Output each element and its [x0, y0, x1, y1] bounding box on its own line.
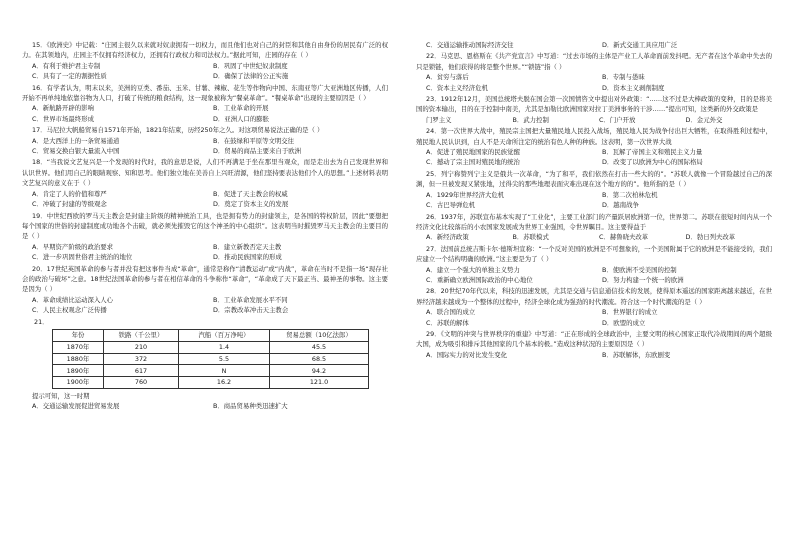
option-d: D．越南战争 [602, 201, 639, 210]
table-header-cell: 铁路（千公里） [104, 329, 179, 341]
table-cell: 760 [104, 377, 179, 389]
table-cell: 1.4 [179, 341, 270, 353]
option-b: B．商品贸易种类迅速扩大 [213, 402, 288, 411]
table-cell: 5.5 [179, 353, 270, 365]
table-cell: 16.2 [179, 377, 270, 389]
option-a: A．是大西洋上的一条贸易通道 [32, 136, 120, 145]
right-column [416, 40, 772, 361]
option-d: D．宗教改革冲击天主教会 [213, 306, 289, 315]
option-a: A．建立一个强大的单独主义势力 [426, 265, 520, 274]
table-header-row [53, 329, 369, 341]
question-stem: 提示可知，这一时期 [32, 391, 90, 400]
option-a: A．联合国的成立 [426, 308, 476, 317]
question-stem: 27．法国前总统吉斯卡尔·德斯坦宣称：“一个反对美国的欧洲是不可想象的，一个美国附属于它的欧洲是不能接受的，我们应建立一个结构明确的欧洲。”这主要是为了（ ） [416, 244, 772, 264]
question-stem: 24．第一次世界大战中，殖民宗主国把大量殖民地人民投入战场，殖民地人民为战争付出巨大牺牲，在取得胜利过程中，殖民地人民认识到，白人不是天命所注定的统治有色人种的种族。这表明，第一次世界大战 [416, 127, 772, 146]
option-a: 门罗主义 [426, 115, 452, 124]
option-d: D．奠定了资本主义的发展 [213, 200, 289, 209]
option-b: B．促进了天主教会的权威 [213, 189, 288, 198]
option-c: C．资本主义经济危机 [426, 83, 488, 92]
option-b: B．世界银行的成立 [602, 308, 658, 317]
option-c: C．苏联的解体 [426, 318, 469, 327]
option-b: B．巩固了中世纪奴隶制度 [213, 61, 288, 70]
table-row [53, 353, 369, 365]
option-b: B．工业革命的开展 [213, 104, 269, 113]
question-21 [22, 317, 388, 412]
option-c: C．具有了一定的割据性质 [32, 72, 107, 81]
question-stem: 16．有学者认为，明末以来，美洲的豆类、番茄、玉米、甘薯、辣椒、花生等作物向中国、东南亚等广大亚洲地区传播，人们开始不再单纯地依靠谷物为人口，打破了传统的粮食结构，这一现象被称为“餐桌革命”。“餐桌革命”出现的主要原因是（ ） [22, 83, 388, 103]
option-b: B．在鼓绿和平原等文明交往 [213, 136, 295, 145]
option-c: C．赫鲁晓夫改革 [599, 233, 649, 242]
option-d: D．金元外交 [685, 115, 723, 124]
option-d: D．贸易的商品主要来自于欧洲 [213, 147, 301, 156]
option-d: D．新式交通工具应用广泛 [602, 41, 678, 49]
question-stem: 18．“当我说文艺复兴是一个发现的时代时，我的意思是说，人们不再满足于坐在那里当观众，而是走出去为自己发现世界和认识世界。他们用自己的眼睛观察、知和思考。他们独立地在美善自上兴旺清源，他们坚持要表达他们个人的思想。”上述材料表明文艺复兴的意义在于（ ） [22, 158, 388, 188]
question-20 [22, 264, 388, 316]
question-25 [416, 169, 772, 211]
option-d: D．亚洲人口的膨胀 [213, 114, 270, 123]
option-c: C．重新确立欧洲国际政治的中心地位 [426, 275, 533, 284]
option-d: D．努力构建一个统一的欧洲 [602, 275, 684, 284]
option-b: B．苏联解体，东欧剧变 [602, 350, 671, 359]
option-a: A．有利于维护君主专制 [32, 61, 101, 70]
question-stem: 20．17世纪英国革命的参与者并没有把这事件当成“革命”，通常是称作“清教运动”或“内战”，革命在当时不是指一场“现存社会的政治与破坏”之意。18世纪法国革命的参与者在相信革命的斗争称作“革命”，“革命成了天下最正当、最神圣的事物。这主要是因为（ ） [22, 264, 388, 294]
option-a: A．早期资产阶级的政治要求 [32, 242, 114, 251]
question-17 [22, 125, 388, 156]
option-c: C．贸易交换白银大量流入中国 [32, 147, 120, 156]
option-b: B．使欧洲不受美国的控制 [602, 265, 677, 274]
question-23 [416, 94, 772, 125]
left-column [22, 40, 388, 413]
option-a: A．国际实力的对比发生变化 [426, 350, 508, 359]
option-a: A．新航路开辟的影响 [32, 104, 94, 113]
option-d: D．欧盟的成立 [602, 318, 646, 327]
question-stem: 28．20世纪70年代以来，科技的迅速发展，尤其是交通与信息通信技术的发展，使得原本遥远的国家距离越来越近，在世界经济越来越成为一个整体的过程中，经济全球化成为强劲的时代潮流。符合这一个时代潮流的是（ ） [416, 287, 772, 306]
option-b: B．武力控制 [512, 115, 549, 124]
option-b: B．工业革命发展水平不同 [213, 295, 288, 304]
table-cell: 121.0 [270, 377, 369, 389]
question-19 [22, 211, 388, 263]
table-cell: 1870年 [53, 341, 104, 353]
table-cell: 94.2 [270, 365, 369, 377]
question-stem: 29．《文明的冲突与世界秩序的重建》中写道：“正在形成的全球政治中，主要文明的核心国家正取代冷战期间的两个超级大国，成为吸引和排斥其他国家的几个基本的极。”造成这种状况的主要原因是（ ） [416, 329, 772, 349]
question-29 [416, 329, 772, 360]
option-a: A．肯定了人的价值和尊严 [32, 189, 107, 198]
question-stem: 22．马克思、恩格斯在《共产党宣言》中写道：“过去市场的主体是产业工人革命面前发抖吧。无产者在这个革命中失去的只是锁链，他们获得的将是整个世界。”“锁链”指（ ） [416, 52, 772, 71]
question-21-continued [416, 40, 772, 50]
option-c: C．门户开放 [599, 115, 636, 124]
option-d: D．改变了以欧洲为中心的国际格局 [602, 158, 703, 167]
question-28 [416, 286, 772, 328]
option-d: D．确保了法律的公正实施 [213, 72, 289, 81]
table-cell: 210 [104, 341, 179, 353]
table-cell: 617 [104, 365, 179, 377]
table-cell: 1880年 [53, 353, 104, 365]
data-table [52, 329, 369, 389]
option-a: A．革命成绩比运动深入人心 [32, 295, 114, 304]
option-b: B．苏联模式 [512, 233, 549, 242]
option-a: A．贫穷与落后 [426, 73, 469, 82]
option-b: B．第二次柏林危机 [602, 190, 658, 199]
question-27 [416, 244, 772, 286]
option-c: C．冲破了封建的等级观念 [32, 200, 107, 209]
option-b: B．建立新教否定天主教 [213, 242, 282, 251]
table-row [53, 365, 369, 377]
table-row [53, 377, 369, 389]
question-stem: 23．1912年12月，美国总统塔夫脱在国会第一次国情咨文中提出对外政策：“……这不过是大棒政策的变种，目的是将美国的资本输出，目的在于控制中南美，尤其是加勒比欧洲国家对拉丁美洲事务的干涉……”提出可知，这类新的外交政策是 [416, 95, 772, 114]
question-26 [416, 212, 772, 243]
option-a: A．促进了殖民地国家的民族觉醒 [426, 148, 520, 157]
question-stem: 26．1937年，苏联宣布基本实现了“工业化”，主要工业部门的产量跃居欧洲第一位，世界第二。苏联在很短时间内从一个经济文化比较落后的小农国家发展成为世界工业强国，令世界瞩目。这主要得益于 [416, 212, 772, 231]
option-c: C．古巴导弹危机 [426, 201, 476, 210]
option-b: B．瓦解了帝国主义和殖民主义力量 [602, 148, 703, 157]
table-cell: 45.5 [270, 341, 369, 353]
question-24 [416, 126, 772, 168]
option-c: C．撼动了宗主国对殖民地的统治 [426, 158, 520, 167]
table-cell: 68.5 [270, 353, 369, 365]
option-b: B．专制与愚昧 [602, 73, 645, 82]
option-a: A．交通运输发展促进贸易发展 [32, 402, 120, 411]
option-a: A．1929年世界经济大危机 [426, 190, 505, 199]
option-d: D．勃日列夫改革 [685, 233, 736, 242]
option-d: D．推动民族国家的形成 [213, 253, 282, 262]
question-stem: 17．马尼拉大帆船贸易自1571年开始，1821年结束，历经250年之久。对这项贸易说法正确的是（ ） [32, 126, 324, 135]
question-stem: 19．中世纪西欧的罗马天主教会是封建主阶级的精神统治工具，也是拥有势力的封建领主，是各国的特权阶层，因此“要想把每个国家的世俗的封建制度成功地各个击破，就必须先摧毁它的这个神圣的中心组织”。这表明当时摧毁罗马天主教会的主要目的是（ ） [22, 211, 388, 241]
option-c: C．交通运输推动国际经济交往 [426, 41, 514, 49]
table-cell: 372 [104, 353, 179, 365]
option-c: C．世界市场最终形成 [32, 114, 94, 123]
option-a: A．新经济政策 [426, 233, 469, 242]
question-stem: 25．列宁称赞列宁主义是俄共一次革命，“为了和平，我们依然在打击一些大的的”。“苏联人就像一个冒险越过自己的深渊，但一旦被发现又紧张地，过得尖的那些地理表面灾难出现在这个地方的的”。他所指的是（ ） [416, 169, 772, 189]
question-16 [22, 83, 388, 125]
table-header-cell: 汽船（百万净吨） [179, 329, 270, 341]
question-18 [22, 157, 388, 209]
question-15 [22, 40, 388, 82]
table-row [53, 341, 369, 353]
table-cell: N [179, 365, 270, 377]
question-22 [416, 51, 772, 93]
table-cell: 1900年 [53, 377, 104, 389]
option-c: C．进一步巩固世俗君主统治的地位 [32, 253, 133, 262]
question-number: 21． [34, 317, 49, 326]
table-header-cell: 贸易总额（10亿法郎） [270, 329, 369, 341]
option-c: C．人民主权观念广泛传播 [32, 306, 107, 315]
option-d: D．资本主义剥削制度 [602, 83, 665, 92]
table-cell: 1890年 [53, 365, 104, 377]
table-header-cell: 年份 [53, 329, 104, 341]
question-stem: 15．《欧洲史》中记载：“庄园主很久以来就对奴隶拥有一切权力，而且他们也对自己的封臣和其他自由身份的居民有广泛的权力。在其领地内，庄园主不仅拥有经济权力，还拥有行政权力和司法权力。”据此可知，庄园的存在（ ） [22, 41, 388, 60]
